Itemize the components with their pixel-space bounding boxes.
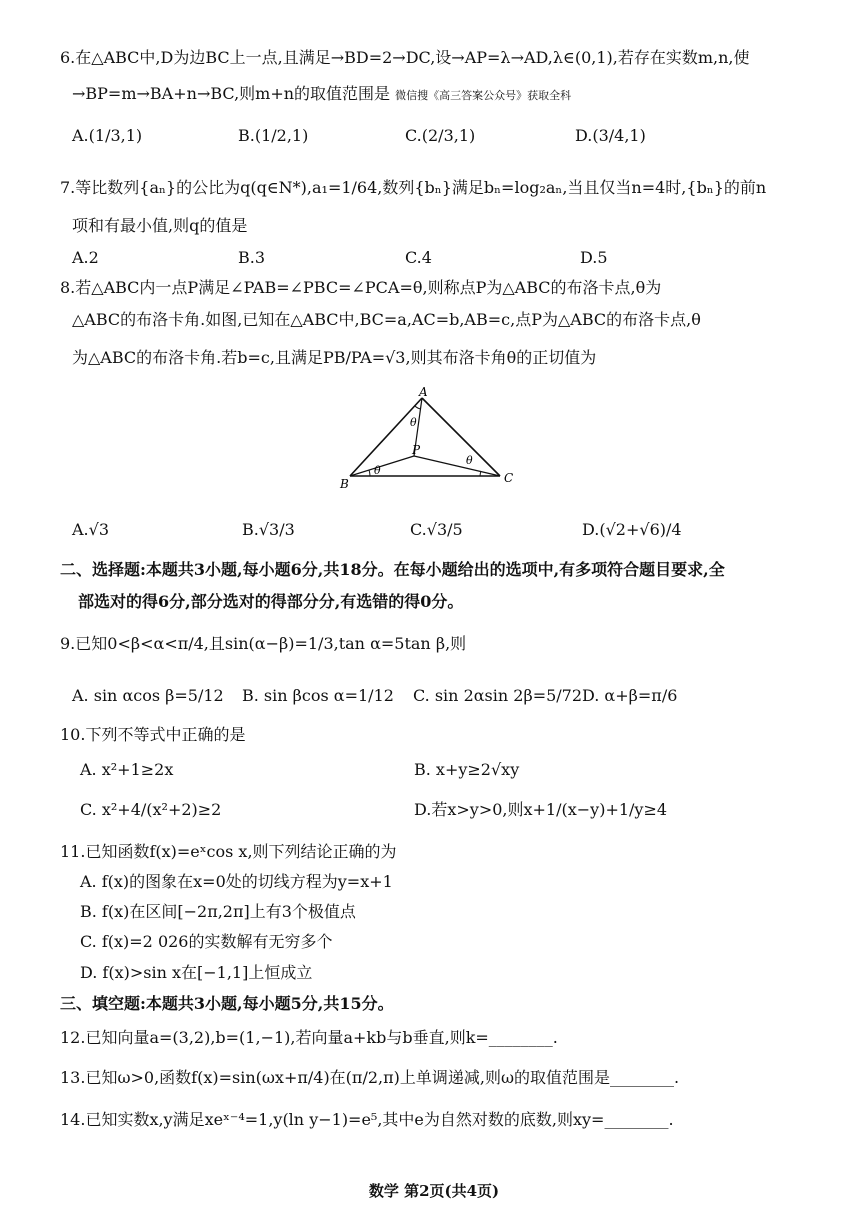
q11-option-b: B. f(x)在区间[−2π,2π]上有3个极值点 [80, 902, 356, 921]
q10-option-c: C. x²+4/(x²+2)≥2 [80, 800, 222, 819]
label-theta-c: θ [466, 454, 473, 467]
label-b: B [340, 477, 349, 491]
q7-option-a: A.2 [72, 248, 99, 267]
q6-line2 [72, 84, 571, 106]
q11-option-d: D. f(x)>sin x在[−1,1]上恒成立 [80, 963, 313, 982]
label-a: A [419, 385, 428, 399]
q6-watermark: 微信搜《高三答案公众号》获取全科 [395, 89, 572, 102]
q10-option-a: A. x²+1≥2x [80, 760, 174, 779]
q6-line2-text: →BP=m→BA+n→BC,则m+n的取值范围是 [72, 84, 391, 103]
segment-pc [414, 456, 500, 476]
q13-line1: 13.已知ω>0,函数f(x)=sin(ωx+π/4)在(π/2,π)上单调递减,则ω的取值范围是________. [60, 1068, 680, 1087]
q6-option-b: B.(1/2,1) [238, 126, 309, 145]
q8-line1: 8.若△ABC内一点P满足∠PAB=∠PBC=∠PCA=θ,则称点P为△ABC的布洛卡点,θ为 [60, 278, 662, 297]
q9-option-b: B. sin βcos α=1/12 [242, 686, 394, 705]
section2-line1: 二、选择题:本题共3小题,每小题6分,共18分。在每小题给出的选项中,有多项符合题目要求,全 [60, 560, 725, 579]
q6-option-a: A.(1/3,1) [72, 126, 143, 145]
label-theta-a: θ [410, 416, 417, 429]
q11-line1: 11.已知函数f(x)=eˣcos x,则下列结论正确的为 [60, 842, 397, 861]
q7-option-c: C.4 [405, 248, 432, 267]
q9-line1: 9.已知0<β<α<π/4,且sin(α−β)=1/3,tan α=5tan β,则 [60, 634, 467, 653]
brocard-triangle-figure [330, 384, 530, 494]
q11-option-c: C. f(x)=2 026的实数解有无穷多个 [80, 932, 333, 951]
q7-line2: 项和有最小值,则q的值是 [72, 216, 248, 235]
label-p: P [412, 443, 421, 457]
q10-option-d: D.若x>y>0,则x+1/(x−y)+1/y≥4 [414, 800, 668, 819]
q8-option-c: C.√3/5 [410, 520, 463, 539]
label-theta-b: θ [374, 464, 381, 477]
q9-option-c: C. sin 2αsin 2β=5/72 [413, 686, 583, 705]
label-c: C [504, 471, 514, 485]
q6-line1: 6.在△ABC中,D为边BC上一点,且满足→BD=2→DC,设→AP=λ→AD,λ∈(0,1),若存在实数m,n,使 [60, 48, 750, 67]
q12-line1: 12.已知向量a=(3,2),b=(1,−1),若向量a+kb与b垂直,则k=________. [60, 1028, 558, 1047]
q9-option-d: D. α+β=π/6 [582, 686, 678, 705]
q7-option-b: B.3 [238, 248, 266, 267]
q7-option-d: D.5 [580, 248, 608, 267]
q10-option-b: B. x+y≥2√xy [414, 760, 520, 779]
q9-option-a: A. sin αcos β=5/12 [72, 686, 224, 705]
side-ac [422, 398, 500, 476]
page-footer: 数学 第2页(共4页) [368, 1182, 500, 1200]
q8-option-b: B.√3/3 [242, 520, 295, 539]
section3-line1: 三、填空题:本题共3小题,每小题5分,共15分。 [60, 994, 394, 1013]
q8-option-a: A.√3 [72, 520, 110, 539]
q8-line2: △ABC的布洛卡角.如图,已知在△ABC中,BC=a,AC=b,AB=c,点P为△ABC的布洛卡点,θ [72, 310, 701, 329]
angle-arc-b [369, 470, 370, 476]
q7-line1: 7.等比数列{aₙ}的公比为q(q∈N*),a₁=1/64,数列{bₙ}满足bₙ=log₂aₙ,当且仅当n=4时,{bₙ}的前n [60, 178, 767, 197]
q14-line1: 14.已知实数x,y满足xeˣ⁻⁴=1,y(ln y−1)=e⁵,其中e为自然对数的底数,则xy=________. [60, 1110, 674, 1129]
q6-option-d: D.(3/4,1) [575, 126, 646, 145]
q6-option-c: C.(2/3,1) [405, 126, 476, 145]
section2-line2: 部选对的得6分,部分选对的得部分分,有选错的得0分。 [78, 592, 464, 611]
q8-line3: 为△ABC的布洛卡角.若b=c,且满足PB/PA=√3,则其布洛卡角θ的正切值为 [72, 348, 597, 367]
q8-option-d: D.(√2+√6)/4 [582, 520, 682, 539]
q10-line1: 10.下列不等式中正确的是 [60, 725, 246, 744]
q11-option-a: A. f(x)的图象在x=0处的切线方程为y=x+1 [80, 872, 393, 891]
